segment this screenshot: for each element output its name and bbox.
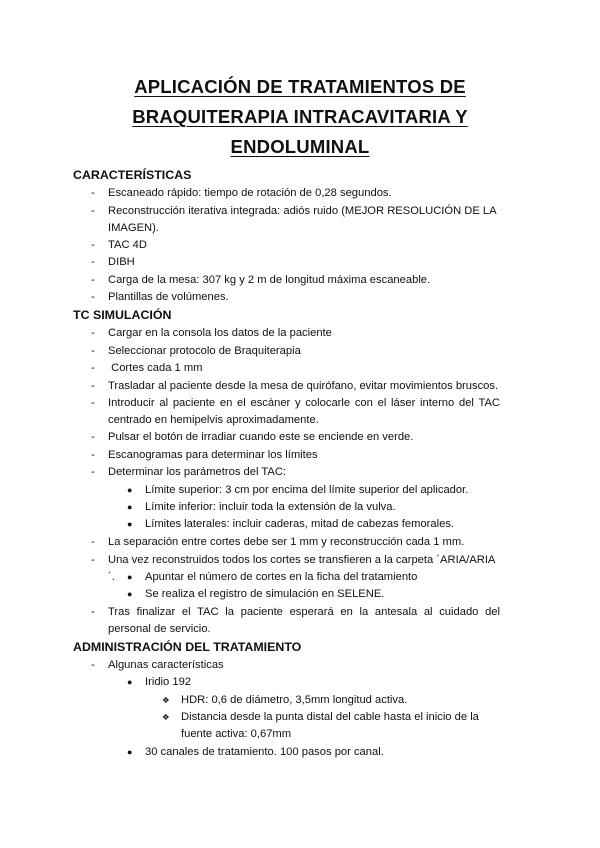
list-item: TAC 4D [108,239,147,251]
list-item: Distancia desde la punta distal del cable hasta el inicio de la fuente activa: 0,67mm [181,711,479,741]
title-line: BRAQUITERAPIA INTRACAVITARIA Y [132,106,468,127]
list-item: Cargar en la consola los datos de la paciente [108,327,332,339]
section-heading-caracteristicas: CARACTERÍSTICAS [73,168,192,182]
list-item: Límites laterales: incluir caderas, mitad de cabezas femorales. [145,518,455,530]
dash-bullet: - [91,205,95,217]
list-item: 30 canales de tratamiento. 100 pasos por canal. [145,746,384,758]
dash-bullet: - [91,659,95,671]
dash-bullet: - [91,274,95,286]
section-heading-tc-simulacion: TC SIMULACIÓN [73,308,172,322]
dash-bullet: - [91,327,95,339]
list-item: Una vez reconstruidos todos los cortes se transfieren a la carpeta ´ARIA/ARIA´. [108,554,496,584]
dot-bullet: ● [127,485,133,495]
dot-bullet: ● [127,677,133,687]
dot-bullet: ● [127,519,133,529]
list-item: Escaneado rápido: tiempo de rotación de 0,28 segundos. [108,187,392,199]
dash-bullet: - [91,256,95,268]
list-item: Escanogramas para determinar los límites [108,449,318,461]
dash-bullet: - [91,291,95,303]
dot-bullet: ● [127,502,133,512]
dash-bullet: - [91,606,95,618]
list-item: DIBH [108,256,135,268]
dot-bullet: ● [127,747,133,757]
list-item: Se realiza el registro de simulación en SELENE. [145,588,385,600]
list-item: HDR: 0,6 de diámetro, 3,5mm longitud activa. [181,694,408,706]
title-line: APLICACIÓN DE TRATAMIENTOS DE [134,76,466,97]
list-item: Tras finalizar el TAC la paciente esperará en la antesala al cuidado del personal de servicio. [108,606,500,636]
dash-bullet: - [91,536,95,548]
dash-bullet: - [91,380,95,392]
list-item: Reconstrucción iterativa integrada: adiós ruido (MEJOR RESOLUCIÓN DE LA IMAGEN). [108,205,496,235]
dash-bullet: - [91,397,95,409]
dot-bullet: ● [127,589,133,599]
list-item: Pulsar el botón de irradiar cuando este se enciende en verde. [108,431,414,443]
diamond-bullet: ❖ [162,712,170,722]
section-heading-administracion: ADMINISTRACIÓN DEL TRATAMIENTO [73,640,302,654]
list-item: Iridio 192 [145,676,192,688]
list-item: Determinar los parámetros del TAC: [108,466,287,478]
dot-bullet: ● [127,572,133,582]
dash-bullet: - [91,362,95,374]
list-item: Trasladar al paciente desde la mesa de quirófano, evitar movimientos bruscos. [108,380,499,392]
list-item: Carga de la mesa: 307 kg y 2 m de longitud máxima escaneable. [108,274,431,286]
dash-bullet: - [91,345,95,357]
dash-bullet: - [91,449,95,461]
dash-bullet: - [91,239,95,251]
list-item: Apuntar el número de cortes en la ficha del tratamiento [145,571,418,583]
diamond-bullet: ❖ [162,695,170,705]
dash-bullet: - [91,187,95,199]
dash-bullet: - [91,554,95,566]
dash-bullet: - [91,431,95,443]
list-item: La separación entre cortes debe ser 1 mm y reconstrucción cada 1 mm. [108,536,465,548]
list-item: Algunas características [108,659,224,671]
list-item: Límite inferior: incluir toda la extensión de la vulva. [145,501,396,513]
title-line: ENDOLUMINAL [230,136,370,157]
list-item: Plantillas de volúmenes. [108,291,229,303]
list-item: Introducir al paciente en el escáner y colocarle con el láser interno del TAC centrado en hemipelvis aproximadamente. [108,397,500,427]
list-item: Seleccionar protocolo de Braquiterapia [108,345,301,357]
list-item: Cortes cada 1 mm [108,362,203,374]
document-title [60,72,540,162]
dash-bullet: - [91,466,95,478]
list-item: Límite superior: 3 cm por encima del límite superior del aplicador. [145,484,469,496]
